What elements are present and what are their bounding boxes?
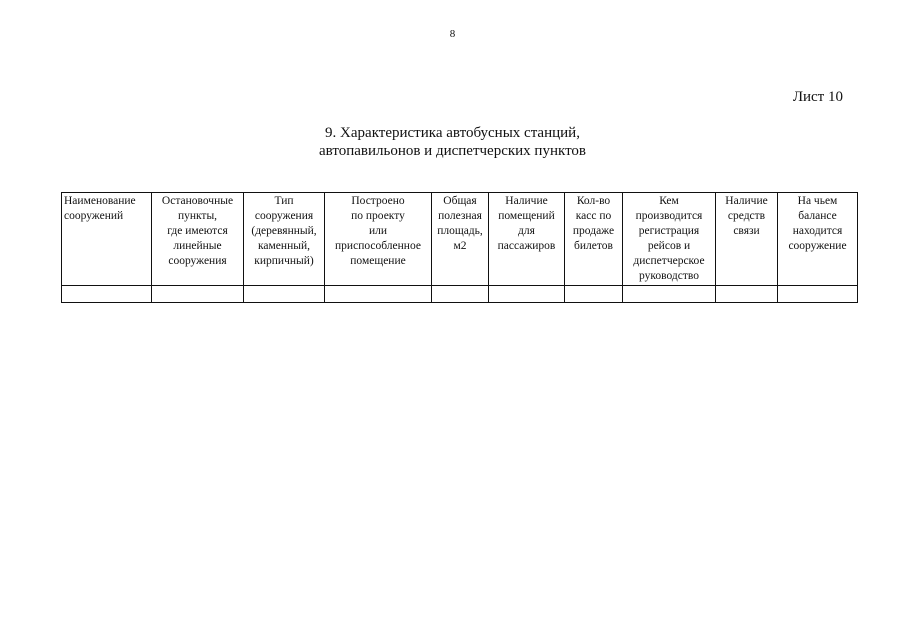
table-cell [325, 286, 432, 303]
table-row [62, 286, 858, 303]
characteristics-table [61, 192, 858, 303]
section-title [0, 124, 905, 160]
section-title-line-1: 9. Характеристика автобусных станций, [325, 125, 580, 141]
table-cell [152, 286, 244, 303]
header-cell-name: Наименование сооружений [62, 193, 152, 286]
header-cell-ticket-offices: Кол-во касс по продаже билетов [565, 193, 623, 286]
table-header-row [62, 193, 858, 286]
header-cell-total-area: Общая полезная площадь, м2 [432, 193, 489, 286]
header-cell-stops: Остановочные пункты, где имеются линейные сооружения [152, 193, 244, 286]
table-cell [244, 286, 325, 303]
table-cell [778, 286, 858, 303]
header-cell-passenger-rooms: Наличие помещений для пассажиров [489, 193, 565, 286]
table-cell [565, 286, 623, 303]
table-cell [716, 286, 778, 303]
table-cell [623, 286, 716, 303]
header-cell-built-by-project: Построено по проекту или приспособленное помещение [325, 193, 432, 286]
header-cell-structure-type: Тип сооружения (деревянный, каменный, кирпичный) [244, 193, 325, 286]
header-cell-registration: Кем производится регистрация рейсов и диспетчерское руководство [623, 193, 716, 286]
section-title-line-2: автопавильонов и диспетчерских пунктов [318, 143, 587, 159]
table-cell [62, 286, 152, 303]
table-cell [432, 286, 489, 303]
header-cell-balance: На чьем балансе находится сооружение [778, 193, 858, 286]
page-number: 8 [449, 28, 456, 40]
sheet-label: Лист 10 [792, 89, 843, 105]
header-cell-communication: Наличие средств связи [716, 193, 778, 286]
table-cell [489, 286, 565, 303]
